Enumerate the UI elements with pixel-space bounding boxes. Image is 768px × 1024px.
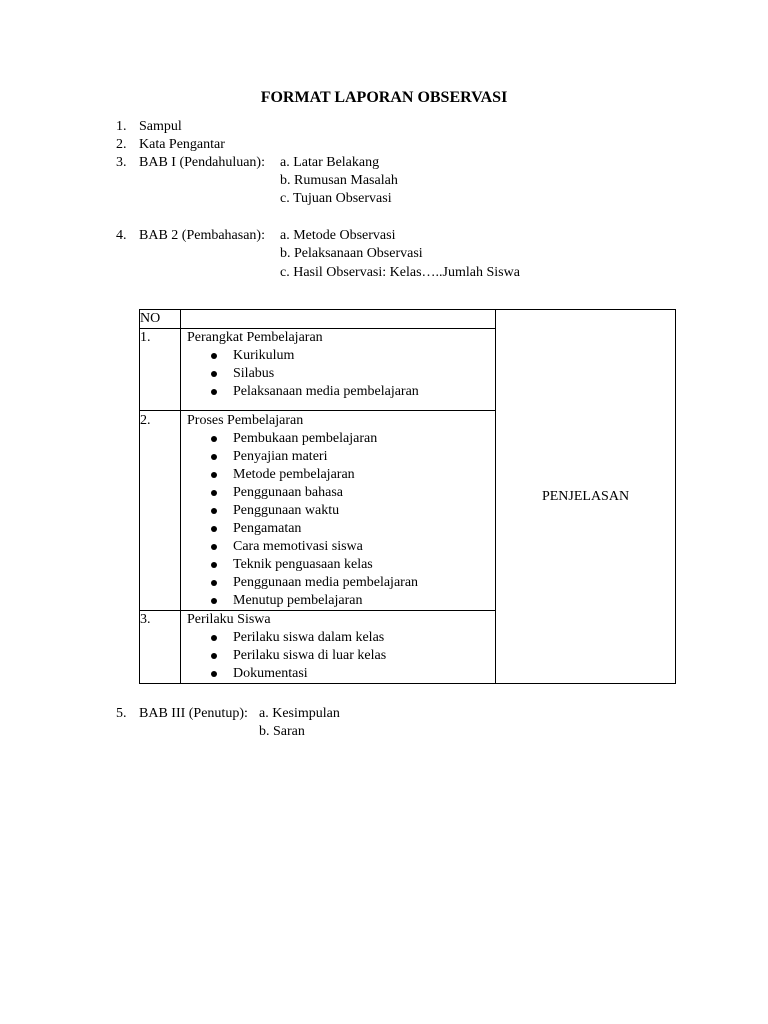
outline-subitem: a. Kesimpulan bbox=[259, 706, 340, 721]
list-item: Menutup pembelajaran bbox=[181, 592, 495, 610]
list-item: Penggunaan waktu bbox=[181, 502, 495, 520]
row-number: 3. bbox=[140, 611, 181, 684]
list-item: Perilaku siswa dalam kelas bbox=[181, 629, 495, 647]
observation-table bbox=[139, 309, 676, 684]
explanation-cell bbox=[496, 310, 676, 684]
outline-subitem: b. Rumusan Masalah bbox=[280, 173, 398, 188]
outline-subitem: c. Hasil Observasi: Kelas…..Jumlah Siswa bbox=[280, 265, 520, 280]
list-item: Teknik penguasaan kelas bbox=[181, 556, 495, 574]
outline-number: 4. bbox=[116, 228, 127, 243]
row-content bbox=[181, 611, 496, 684]
list-item: Penggunaan media pembelajaran bbox=[181, 574, 495, 592]
row-title: Perilaku Siswa bbox=[187, 612, 271, 627]
bullet-list bbox=[181, 629, 495, 683]
list-item: Silabus bbox=[181, 365, 495, 383]
bullet-list bbox=[181, 347, 495, 401]
outline-subitem: b. Pelaksanaan Observasi bbox=[280, 246, 423, 261]
header-item bbox=[181, 310, 496, 329]
row-content bbox=[181, 329, 496, 411]
list-item: Perilaku siswa di luar kelas bbox=[181, 647, 495, 665]
outline-item-sampul: Sampul bbox=[139, 119, 182, 134]
header-no: NO bbox=[140, 310, 181, 329]
row-title: Perangkat Pembelajaran bbox=[187, 330, 323, 345]
outline-subitem: a. Metode Observasi bbox=[280, 228, 396, 243]
list-item: Dokumentasi bbox=[181, 665, 495, 683]
bullet-list bbox=[181, 430, 495, 610]
list-item: Cara memotivasi siswa bbox=[181, 538, 495, 556]
outline-number: 3. bbox=[116, 155, 127, 170]
outline-item-bab-2: BAB 2 (Pembahasan): bbox=[139, 228, 265, 243]
outline-number: 5. bbox=[116, 706, 127, 721]
outline-subitem: b. Saran bbox=[259, 724, 305, 739]
row-content bbox=[181, 411, 496, 611]
row-number: 2. bbox=[140, 411, 181, 611]
outline-number: 1. bbox=[116, 119, 127, 134]
list-item: Pengamatan bbox=[181, 520, 495, 538]
outline-subitem: c. Tujuan Observasi bbox=[280, 191, 392, 206]
list-item: Pelaksanaan media pembelajaran bbox=[181, 383, 495, 401]
list-item: Penggunaan bahasa bbox=[181, 484, 495, 502]
outline-item-bab-1: BAB I (Pendahuluan): bbox=[139, 155, 265, 170]
outline-item-kata-pengantar: Kata Pengantar bbox=[139, 137, 225, 152]
outline-item-bab-3: BAB III (Penutup): bbox=[139, 706, 248, 721]
list-item: Penyajian materi bbox=[181, 448, 495, 466]
outline-number: 2. bbox=[116, 137, 127, 152]
row-title: Proses Pembelajaran bbox=[187, 413, 304, 428]
list-item: Kurikulum bbox=[181, 347, 495, 365]
page-title: FORMAT LAPORAN OBSERVASI bbox=[260, 89, 508, 106]
outline-subitem: a. Latar Belakang bbox=[280, 155, 380, 170]
list-item: Metode pembelajaran bbox=[181, 466, 495, 484]
explanation-label: PENJELASAN bbox=[541, 488, 630, 504]
table-header-row bbox=[140, 310, 676, 329]
row-number: 1. bbox=[140, 329, 181, 411]
list-item: Pembukaan pembelajaran bbox=[181, 430, 495, 448]
